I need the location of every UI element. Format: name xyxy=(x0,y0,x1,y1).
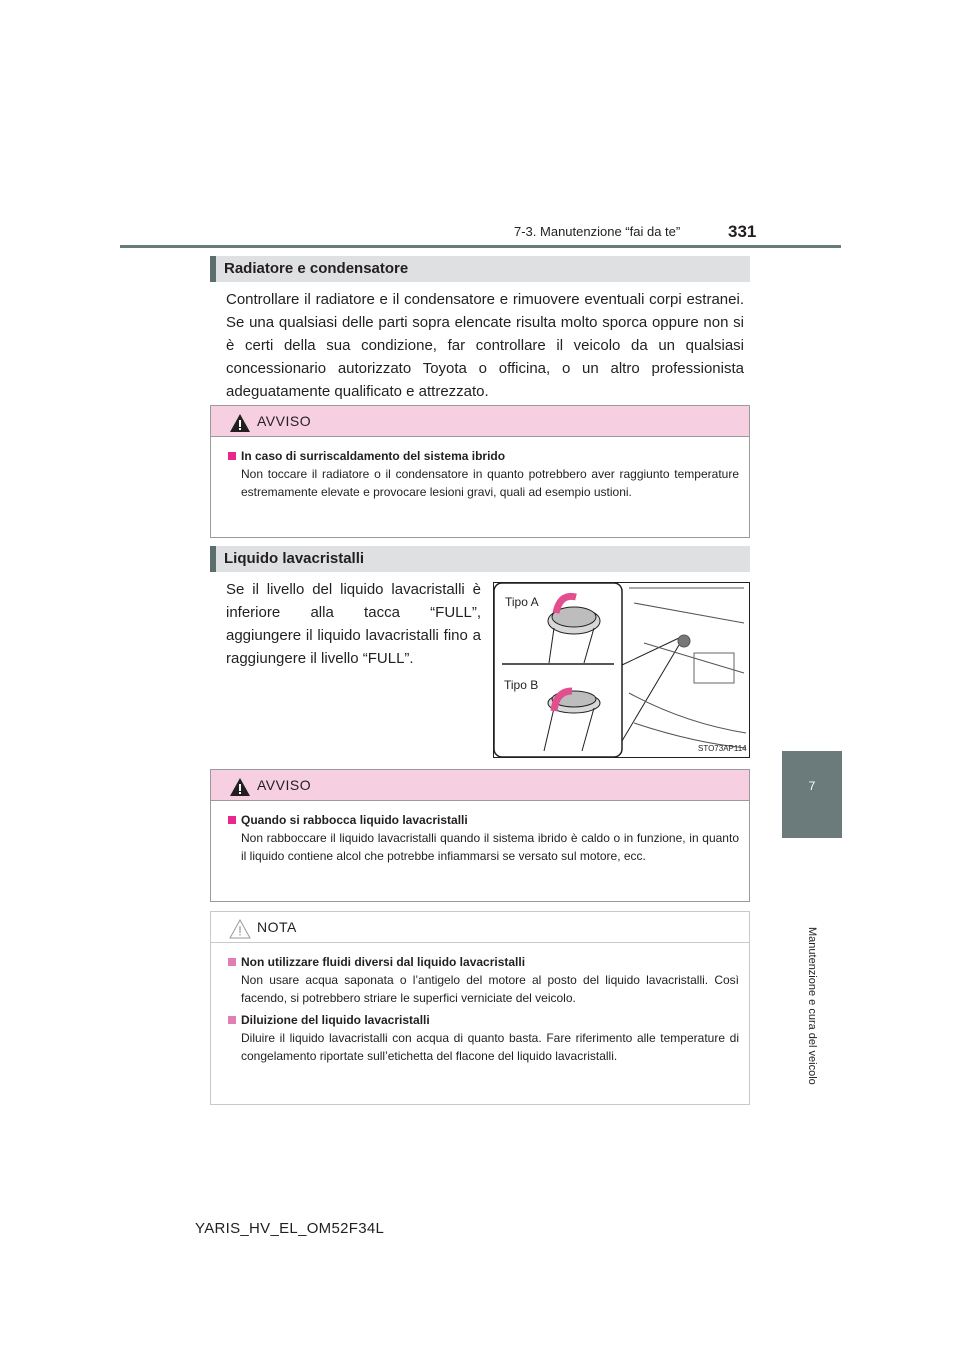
engine-bay xyxy=(629,588,746,748)
warning-box-overheating xyxy=(210,405,750,538)
bullet-square xyxy=(228,452,236,460)
section-title: Radiatore e condensatore xyxy=(224,260,409,277)
section-heading-washer xyxy=(210,546,750,572)
warning-triangle-icon xyxy=(229,413,251,433)
document-code: YARIS_HV_EL_OM52F34L xyxy=(195,1220,385,1237)
label-tipo-b: Tipo B xyxy=(504,678,539,692)
warning-body xyxy=(211,801,749,879)
chapter-header: 7-3. Manutenzione “fai da te” xyxy=(514,224,681,239)
warning-item-title-text: In caso di surriscaldamento del sistema ibrido xyxy=(241,449,506,463)
warning-item-title xyxy=(228,811,739,829)
washer-reservoir-diagram xyxy=(494,583,749,757)
warning-header xyxy=(211,406,749,437)
note-item-title xyxy=(228,953,739,971)
warning-label: AVVISO xyxy=(257,413,312,429)
warning-label: AVVISO xyxy=(257,777,312,793)
radiator-paragraph: Controllare il radiatore e il condensatore e rimuovere eventuali corpi estranei. Se una qualsiasi delle parti sopra elencate risulta molto sporca oppure non si è certi della sua condizione, far controllare il veicolo da un qualsiasi concessionario autorizzato Toyota o officina, o un altro professionista adeguatamente qualificato e attrezzato. xyxy=(226,291,744,400)
chapter-tab xyxy=(782,751,842,838)
page-number: 331 xyxy=(728,222,757,241)
note-header xyxy=(211,912,749,943)
note-label: NOTA xyxy=(257,919,297,935)
section-title: Liquido lavacristalli xyxy=(224,550,365,567)
warning-item-title-text: Quando si rabbocca liquido lavacristalli xyxy=(241,813,468,827)
warning-item-text: Non rabboccare il liquido lavacristalli quando il sistema ibrido è caldo o in funzione, in quanto il liquido contiene alcol che potrebbe infiammarsi se versato sul motore, ecc. xyxy=(241,831,739,863)
bullet-square xyxy=(228,816,236,824)
note-item-text: Diluire il liquido lavacristalli con acqua di quanto basta. Fare riferimento alle temperature di congelamento riportate sull’etichetta del flacone del liquido lavacristalli. xyxy=(241,1031,739,1063)
warning-body xyxy=(211,437,749,515)
note-body xyxy=(211,943,749,1079)
note-box xyxy=(210,911,750,1105)
header-rule xyxy=(120,245,841,248)
bullet-square xyxy=(228,958,236,966)
warning-triangle-icon xyxy=(229,777,251,797)
note-item-title xyxy=(228,1011,739,1029)
note-item-title-text: Non utilizzare fluidi diversi dal liquido lavacristalli xyxy=(241,955,526,969)
warning-item-title xyxy=(228,447,739,465)
bullet-square xyxy=(228,1016,236,1024)
label-tipo-a: Tipo A xyxy=(505,595,539,609)
section-accent xyxy=(210,546,216,572)
section-heading-radiator xyxy=(210,256,750,282)
illustration-code: STO73AP114 xyxy=(698,744,747,753)
warning-box-refill xyxy=(210,769,750,902)
warning-item-text: Non toccare il radiatore o il condensatore in quanto potrebbero aver raggiunto temperature estremamente elevate e provocare lesioni gravi, quali ad esempio ustioni. xyxy=(241,467,739,499)
note-item-text: Non usare acqua saponata o l’antigelo del motore al posto del liquido lavacristalli. Così facendo, si potrebbero striare le superfici verniciate del veicolo. xyxy=(241,973,739,1005)
chapter-tab-number: 7 xyxy=(808,779,816,793)
washer-paragraph: Se il livello del liquido lavacristalli è inferiore alla tacca “FULL”, aggiungere il liquido lavacristalli fino a raggiungere il livello “FULL”. xyxy=(226,581,481,667)
caution-outline-icon xyxy=(229,919,251,939)
section-accent xyxy=(210,256,216,282)
washer-illustration xyxy=(493,582,750,758)
chapter-tab-label: Manutenzione e cura del veicolo xyxy=(806,927,818,1085)
warning-header xyxy=(211,770,749,801)
note-item-title-text: Diluizione del liquido lavacristalli xyxy=(241,1013,430,1027)
